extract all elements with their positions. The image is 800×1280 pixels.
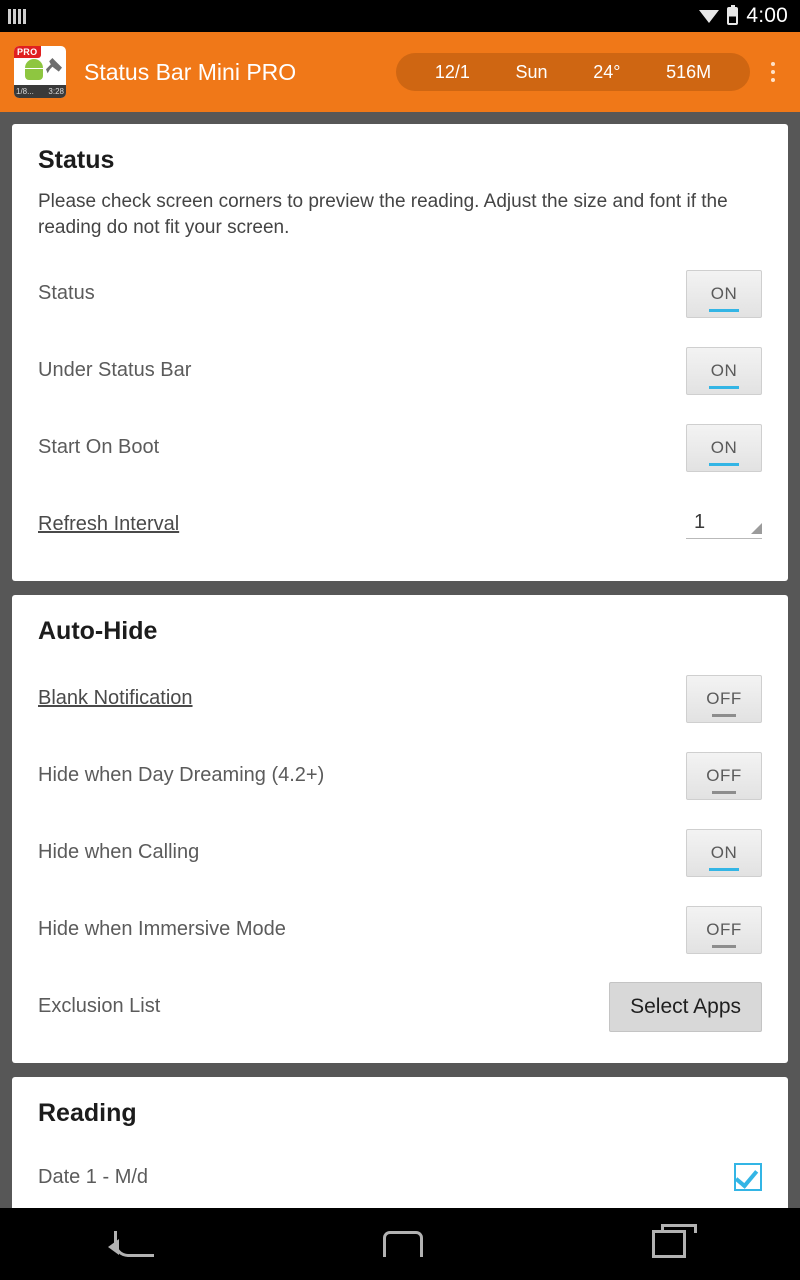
- toggle-value: OFF: [706, 765, 742, 785]
- toggle-value: ON: [710, 842, 738, 862]
- card-status: [12, 124, 788, 581]
- row-label: Start On Boot: [38, 436, 160, 458]
- row-hide-when-day-dreaming[interactable]: [38, 737, 762, 814]
- row-status[interactable]: [38, 255, 762, 332]
- system-navigation-bar: [0, 1208, 800, 1280]
- row-start-on-boot[interactable]: [38, 409, 762, 486]
- row-label: Hide when Calling: [38, 841, 200, 863]
- settings-scroll-area[interactable]: [0, 112, 800, 1208]
- refresh-interval-spinner[interactable]: [686, 511, 762, 539]
- row-label: Hide when Day Dreaming (4.2+): [38, 764, 325, 786]
- row-exclusion-list[interactable]: [38, 968, 762, 1045]
- app-action-bar: [0, 32, 800, 112]
- row-under-status-bar[interactable]: [38, 332, 762, 409]
- preview-date: 12/1: [434, 61, 470, 82]
- status-toggle[interactable]: [686, 270, 762, 318]
- status-bar-left: [8, 8, 26, 24]
- row-blank-notification[interactable]: [38, 660, 762, 737]
- hide-when-immersive-mode-toggle[interactable]: [686, 906, 762, 954]
- system-clock: 4:00: [746, 4, 788, 27]
- home-icon[interactable]: [383, 1231, 423, 1257]
- row-refresh-interval[interactable]: [38, 486, 762, 563]
- card-description: Please check screen corners to preview the reading. Adjust the size and font if the reading do not fit your screen.: [38, 191, 728, 238]
- start-on-boot-toggle[interactable]: [686, 424, 762, 472]
- row-label: Blank Notification: [38, 687, 193, 709]
- icon-mini-right: 3:28: [48, 87, 64, 96]
- card-reading: [12, 1077, 788, 1208]
- date-1-checkbox[interactable]: [734, 1163, 762, 1191]
- row-label: Status: [38, 282, 95, 304]
- row-label: Exclusion List: [38, 995, 161, 1017]
- spinner-value: 1: [694, 510, 706, 533]
- pro-badge: PRO: [14, 46, 41, 58]
- status-bar-right: [699, 4, 788, 28]
- card-auto-hide: [12, 595, 788, 1063]
- row-hide-when-immersive-mode[interactable]: [38, 891, 762, 968]
- system-status-bar: [0, 0, 800, 32]
- toggle-value: ON: [710, 283, 738, 303]
- wrench-icon: [46, 58, 62, 74]
- row-label: Date 1 - M/d: [38, 1165, 149, 1188]
- row-hide-when-calling[interactable]: [38, 814, 762, 891]
- app-icon[interactable]: [14, 46, 66, 98]
- app-title: Status Bar Mini PRO: [84, 58, 297, 85]
- under-status-bar-toggle[interactable]: [686, 347, 762, 395]
- signal-bars-icon: [8, 8, 26, 24]
- row-label: Refresh Interval: [38, 513, 180, 535]
- card-title: Status: [38, 146, 115, 174]
- reading-preview[interactable]: [396, 53, 750, 91]
- toggle-value: OFF: [706, 919, 742, 939]
- overflow-menu-icon[interactable]: [756, 48, 790, 96]
- preview-temperature: 24°: [593, 61, 621, 82]
- chevron-down-icon: [751, 523, 762, 534]
- hide-when-calling-toggle[interactable]: [686, 829, 762, 877]
- row-label: Under Status Bar: [38, 359, 192, 381]
- android-robot-icon: [25, 59, 45, 81]
- preview-day: Sun: [515, 61, 548, 82]
- toggle-value: ON: [710, 437, 738, 457]
- toggle-value: ON: [710, 360, 738, 380]
- recents-icon[interactable]: [652, 1230, 686, 1258]
- hide-when-day-dreaming-toggle[interactable]: [686, 752, 762, 800]
- card-title: Auto-Hide: [38, 617, 158, 645]
- blank-notification-toggle[interactable]: [686, 675, 762, 723]
- preview-memory: 516M: [666, 61, 712, 82]
- card-title: Reading: [38, 1099, 137, 1127]
- icon-mini-left: 1/8...: [16, 87, 34, 96]
- row-label: Hide when Immersive Mode: [38, 918, 286, 940]
- row-date-1[interactable]: [38, 1142, 762, 1208]
- toggle-value: OFF: [706, 688, 742, 708]
- icon-mini-statusbar: [14, 85, 66, 98]
- select-apps-button[interactable]: Select Apps: [609, 982, 762, 1032]
- back-icon[interactable]: [114, 1231, 154, 1257]
- battery-icon: [727, 7, 738, 25]
- wifi-icon: [699, 9, 719, 24]
